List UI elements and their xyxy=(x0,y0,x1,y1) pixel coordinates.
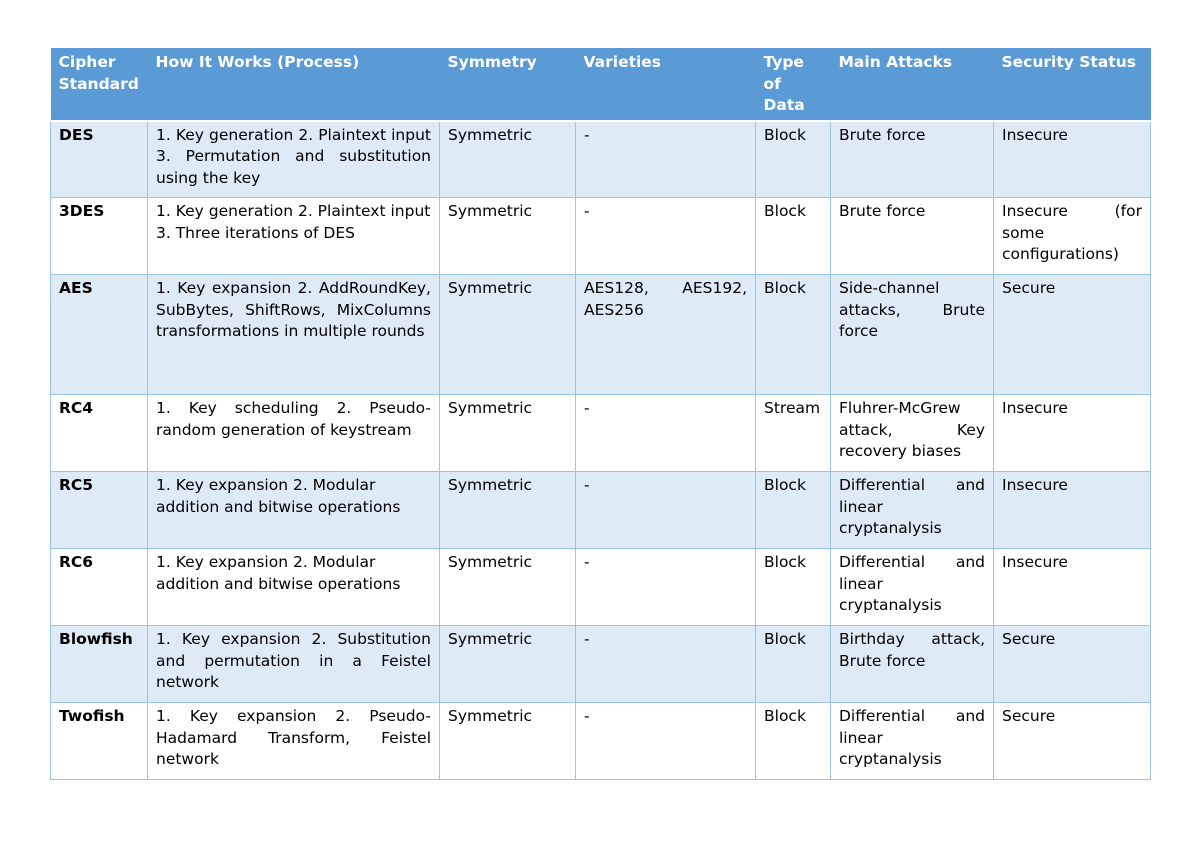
attacks-cell: Differential and linear cryptanalysis xyxy=(831,472,994,549)
symmetry-cell: Symmetric xyxy=(440,703,576,780)
cipher-name: 3DES xyxy=(51,198,148,275)
data-type-cell: Block xyxy=(756,275,831,395)
cipher-name: Blowfish xyxy=(51,626,148,703)
status-cell: Secure xyxy=(994,703,1151,780)
process-cell: 1. Key expansion 2. Modular addition and bitwise operations xyxy=(148,472,440,549)
table-row-twofish xyxy=(51,703,1151,780)
cipher-name: AES xyxy=(51,275,148,395)
varieties-cell: - xyxy=(576,121,756,198)
attacks-cell: Brute force xyxy=(831,121,994,198)
table-row-3des xyxy=(51,198,1151,275)
table-row-des xyxy=(51,121,1151,198)
header-symmetry: Symmetry xyxy=(440,48,576,121)
varieties-cell: - xyxy=(576,198,756,275)
table-row-rc6 xyxy=(51,549,1151,626)
data-type-cell: Block xyxy=(756,549,831,626)
table-row-aes xyxy=(51,275,1151,395)
status-cell: Insecure xyxy=(994,549,1151,626)
symmetry-cell: Symmetric xyxy=(440,626,576,703)
process-cell: 1. Key generation 2. Plaintext input 3. Three iterations of DES xyxy=(148,198,440,275)
symmetry-cell: Symmetric xyxy=(440,472,576,549)
varieties-cell: - xyxy=(576,472,756,549)
symmetry-cell: Symmetric xyxy=(440,275,576,395)
header-main-attacks: Main Attacks xyxy=(831,48,994,121)
status-cell: Insecure (for some configurations) xyxy=(994,198,1151,275)
attacks-cell: Side-channel attacks, Brute force xyxy=(831,275,994,395)
process-cell: 1. Key scheduling 2. Pseudo-random generation of keystream xyxy=(148,395,440,472)
attacks-cell: Birthday attack, Brute force xyxy=(831,626,994,703)
table-header xyxy=(51,48,1151,121)
varieties-cell: - xyxy=(576,549,756,626)
cipher-name: RC6 xyxy=(51,549,148,626)
symmetry-cell: Symmetric xyxy=(440,121,576,198)
process-cell: 1. Key expansion 2. Substitution and permutation in a Feistel network xyxy=(148,626,440,703)
status-cell: Secure xyxy=(994,275,1151,395)
attacks-cell: Differential and linear cryptanalysis xyxy=(831,549,994,626)
status-cell: Secure xyxy=(994,626,1151,703)
varieties-cell: AES128, AES192, AES256 xyxy=(576,275,756,395)
cipher-name: DES xyxy=(51,121,148,198)
header-process: How It Works (Process) xyxy=(148,48,440,121)
attacks-cell: Differential and linear cryptanalysis xyxy=(831,703,994,780)
data-type-cell: Block xyxy=(756,626,831,703)
symmetry-cell: Symmetric xyxy=(440,198,576,275)
process-cell: 1. Key expansion 2. Pseudo-Hadamard Transform, Feistel network xyxy=(148,703,440,780)
varieties-cell: - xyxy=(576,395,756,472)
header-data-type: Type of Data xyxy=(756,48,831,121)
table-row-blowfish xyxy=(51,626,1151,703)
header-row xyxy=(51,48,1151,121)
data-type-cell: Stream xyxy=(756,395,831,472)
header-varieties: Varieties xyxy=(576,48,756,121)
cipher-name: RC4 xyxy=(51,395,148,472)
status-cell: Insecure xyxy=(994,472,1151,549)
cipher-name: RC5 xyxy=(51,472,148,549)
attacks-cell: Brute force xyxy=(831,198,994,275)
status-cell: Insecure xyxy=(994,395,1151,472)
table-body xyxy=(51,121,1151,780)
header-security-status: Security Status xyxy=(994,48,1151,121)
data-type-cell: Block xyxy=(756,121,831,198)
header-cipher-standard: Cipher Standard xyxy=(51,48,148,121)
data-type-cell: Block xyxy=(756,198,831,275)
cipher-comparison-table xyxy=(50,48,1151,780)
varieties-cell: - xyxy=(576,703,756,780)
symmetry-cell: Symmetric xyxy=(440,395,576,472)
data-type-cell: Block xyxy=(756,472,831,549)
attacks-cell: Fluhrer-McGrew attack, Key recovery biases xyxy=(831,395,994,472)
table-row-rc4 xyxy=(51,395,1151,472)
status-cell: Insecure xyxy=(994,121,1151,198)
cipher-name: Twofish xyxy=(51,703,148,780)
symmetry-cell: Symmetric xyxy=(440,549,576,626)
process-cell: 1. Key expansion 2. AddRoundKey, SubBytes, ShiftRows, MixColumns transformations in multiple rounds xyxy=(148,275,440,395)
varieties-cell: - xyxy=(576,626,756,703)
table-row-rc5 xyxy=(51,472,1151,549)
data-type-cell: Block xyxy=(756,703,831,780)
process-cell: 1. Key generation 2. Plaintext input 3. Permutation and substitution using the key xyxy=(148,121,440,198)
process-cell: 1. Key expansion 2. Modular addition and bitwise operations xyxy=(148,549,440,626)
